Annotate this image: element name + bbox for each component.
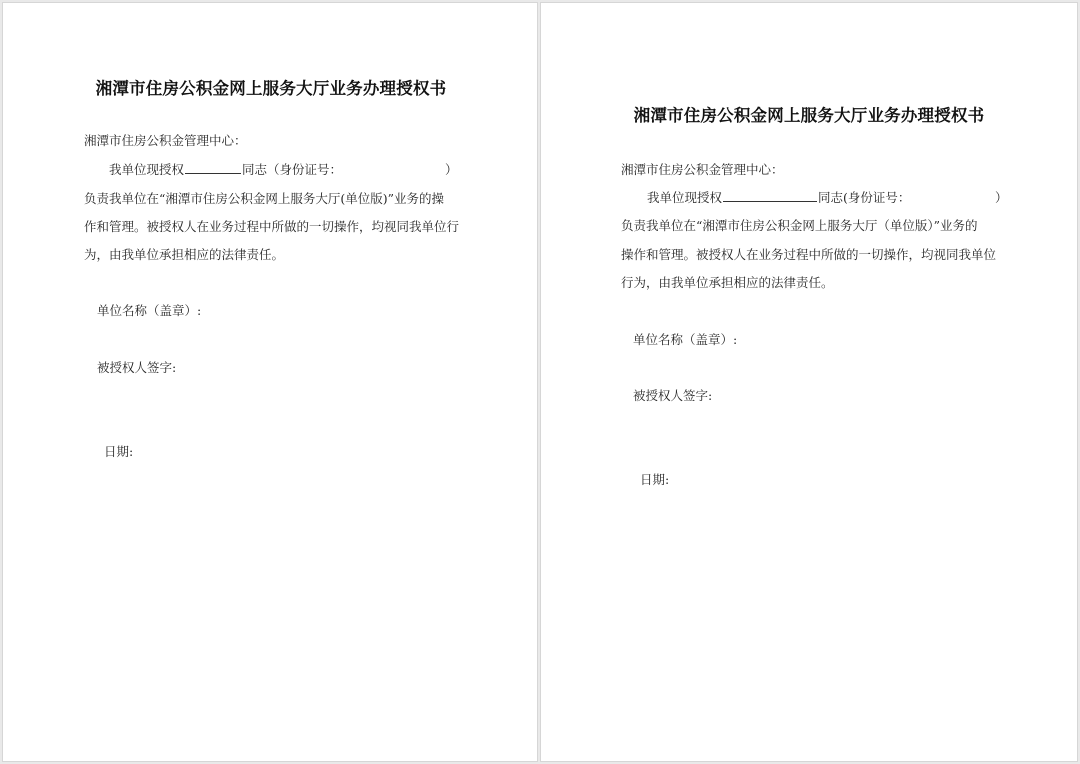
document-page-right: [541, 3, 1077, 761]
authorized-person-blank: [185, 160, 241, 174]
body-line-2: 作和管理。被授权人在业务过程中所做的一切操作，均视同我单位行: [84, 219, 460, 234]
body-line-3: 为，由我单位承担相应的法律责任。: [84, 247, 285, 262]
unit-name-label: 单位名称（盖章）:: [633, 332, 738, 347]
authorization-line: [647, 188, 910, 206]
recipient-line: 湘潭市住房公积金管理中心：: [621, 162, 784, 177]
body-line-1: 负责我单位在“湘潭市住房公积金网上服务大厅（单位版）”业务的: [621, 218, 978, 233]
document-title: 湘潭市住房公积金网上服务大厅业务办理授权书: [95, 79, 447, 98]
authorize-mid: 同志（身份证号：: [242, 162, 343, 177]
id-number-close-paren: ）: [995, 190, 1008, 205]
authorize-prefix: 我单位现授权: [647, 190, 723, 205]
authorize-prefix: 我单位现授权: [109, 162, 185, 177]
body-line-1: 负责我单位在“湘潭市住房公积金网上服务大厅(单位版)”业务的操: [84, 191, 445, 206]
unit-name-label: 单位名称（盖章）:: [97, 303, 202, 318]
date-label: 日期:: [640, 472, 670, 487]
body-line-2: 操作和管理。被授权人在业务过程中所做的一切操作，均视同我单位: [621, 247, 997, 262]
document-page-left: [3, 3, 537, 761]
document-title: 湘潭市住房公积金网上服务大厅业务办理授权书: [633, 106, 985, 125]
authorization-line: [109, 160, 342, 178]
signature-label: 被授权人签字:: [97, 360, 177, 375]
recipient-line: 湘潭市住房公积金管理中心：: [84, 133, 247, 148]
date-label: 日期:: [104, 444, 134, 459]
authorized-person-blank: [723, 188, 817, 202]
id-number-close-paren: ）: [445, 162, 458, 177]
body-line-3: 行为，由我单位承担相应的法律责任。: [621, 275, 834, 290]
authorize-mid: 同志(身份证号：: [818, 190, 911, 205]
signature-label: 被授权人签字:: [633, 388, 713, 403]
